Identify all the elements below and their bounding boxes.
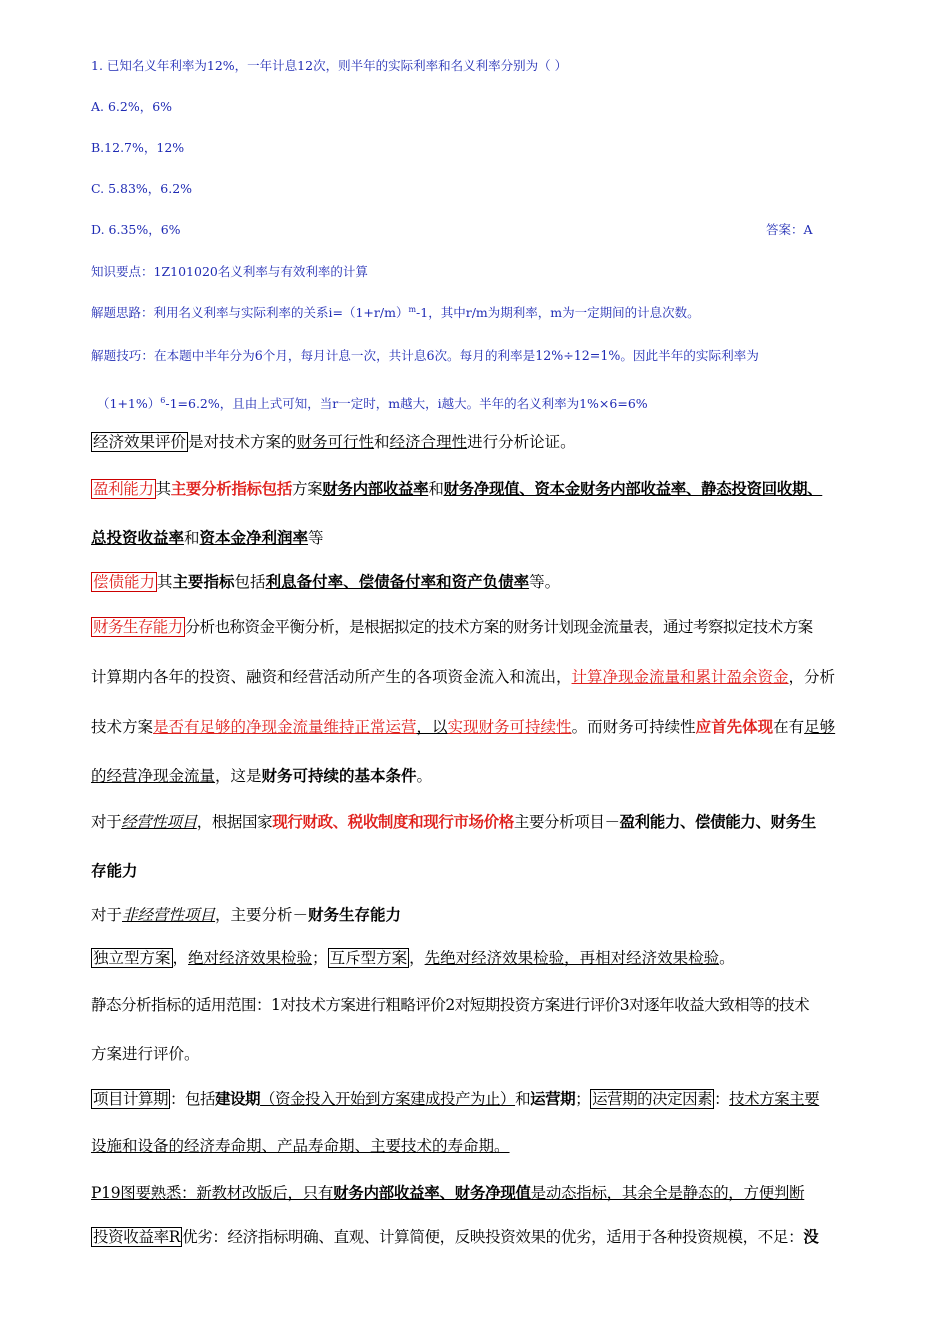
quiz-option-c: C. 5.83%，6.2% xyxy=(91,181,193,196)
text: 分析也称资金平衡分析，是根据拟定的技术方案的财务计划现金流量表，通过考察拟定技术方案 xyxy=(184,618,813,636)
note-static-scope-line1: 静态分析指标的适用范围：1对技术方案进行粗略评价2对短期投资方案进行评价3对逐年收益大致相等的技术 xyxy=(91,996,810,1014)
approach-text-a: 解题思路：利用名义利率与实际利率的关系i=（1+r/m） xyxy=(91,305,409,320)
text: ，这是 xyxy=(215,767,262,785)
text: 包括 xyxy=(234,573,266,591)
note-p19 xyxy=(91,1185,906,1202)
underlined-text: 财务内部收益率 xyxy=(322,479,429,498)
note-survival-line1 xyxy=(91,620,906,636)
underlined-text: 足够 xyxy=(804,718,836,736)
quiz-knowledge: 知识要点：1Z101020名义利率与有效利率的计算 xyxy=(91,264,368,279)
bold-text: 建设期 xyxy=(215,1089,261,1108)
underlined-text: 财务净现值、资本金财务内部收益率、静态投资回收期、 xyxy=(443,479,823,498)
note-calculation-period xyxy=(91,1091,906,1108)
text: ： xyxy=(714,1090,730,1108)
text: 对于 xyxy=(91,906,123,924)
note-calculation-period-line2: 设施和设备的经济寿命期、产品寿命期、主要技术的寿命期。 xyxy=(91,1137,510,1155)
underlined-text: 资本金净利润率 xyxy=(199,528,309,547)
text: 在有 xyxy=(773,718,805,736)
bold-text: 运营期 xyxy=(530,1089,576,1108)
term-box: 投资收益率R xyxy=(93,1228,181,1246)
text: 计算期内各年的投资、融资和经营活动所产生的各项资金流入和流出， xyxy=(91,668,572,686)
underlined-text: 是动态指标，其余全是静态的，方便判断 xyxy=(530,1184,805,1202)
note-operating-project xyxy=(91,814,906,831)
approach-text-b: -1，其中r/m为期利率，m为一定期间的计息次数。 xyxy=(416,305,700,320)
approach-sup: m xyxy=(408,305,417,314)
quiz-answer: 答案：A xyxy=(766,222,813,237)
quiz-question: 1. 已知名义年利率为12%，一年计息12次，则半年的实际利率和名义利率分别为（ ） xyxy=(91,58,568,73)
text: 其 xyxy=(155,480,171,498)
underlined-text: P19图要熟悉：新教材改版后，只有 xyxy=(91,1184,334,1202)
underlined-text: 绝对经济效果检验 xyxy=(188,949,313,967)
highlight-text: 计算净现金流量和累计盈余资金 xyxy=(571,668,789,686)
bold-text: 主要指标 xyxy=(172,572,235,591)
text: 技术方案 xyxy=(91,718,154,736)
text: 方案 xyxy=(291,480,323,498)
underlined-text: ，以 xyxy=(416,718,448,736)
text: 等。 xyxy=(529,573,561,591)
underlined-text: 经济合理性 xyxy=(389,433,468,451)
quiz-approach xyxy=(91,303,700,321)
underlined-text: 财务可行性 xyxy=(296,433,375,451)
text: 其 xyxy=(157,573,173,591)
text: 主要分析项目－ xyxy=(513,813,620,831)
term-box: 经济效果评价 xyxy=(93,433,187,451)
note-scheme-types xyxy=(91,951,906,967)
quiz-option-a: A. 6.2%，6% xyxy=(91,99,173,114)
note-economic-evaluation xyxy=(91,435,906,451)
term-box: 偿债能力 xyxy=(93,573,156,591)
term-box: 项目计算期 xyxy=(93,1090,169,1108)
bold-text: 盈利能力、偿债能力、财务生 xyxy=(619,812,816,831)
underlined-text: （资金投入开始到方案建成投产为止） xyxy=(260,1090,516,1108)
note-non-operating-project xyxy=(91,907,906,924)
text: ，主要分析－ xyxy=(215,906,309,924)
highlight-text: 主要分析指标包括 xyxy=(170,479,292,498)
italic-text: 经营性项目 xyxy=(121,813,197,831)
text: ， xyxy=(409,949,425,967)
note-profitability xyxy=(91,481,906,498)
text: ； xyxy=(312,949,328,967)
term-box: 盈利能力 xyxy=(93,480,154,498)
bold-text: 财务可持续的基本条件 xyxy=(261,766,417,785)
text: 进行分析论证。 xyxy=(467,433,576,451)
bold-text: 财务生存能力 xyxy=(308,905,402,924)
highlight-text: 应首先体现 xyxy=(695,717,774,736)
text: 和 xyxy=(184,529,200,547)
text: ； xyxy=(575,1090,591,1108)
note-static-scope-line2: 方案进行评价。 xyxy=(91,1045,200,1063)
note-survival-line4 xyxy=(91,768,906,785)
text: 。 xyxy=(719,949,735,967)
text: 等 xyxy=(308,529,324,547)
term-box: 互斥型方案 xyxy=(329,949,408,967)
quiz-option-b: B.12.7%，12% xyxy=(91,140,185,155)
highlight-text: 实现财务可持续性 xyxy=(447,718,572,736)
technique-text-a: （1+1%） xyxy=(97,396,161,411)
text: 。 xyxy=(416,767,433,785)
underlined-text: 财务内部收益率、财务净现值 xyxy=(333,1183,531,1202)
text: ：包括 xyxy=(170,1090,216,1108)
note-operating-project-line2: 存能力 xyxy=(91,861,138,880)
text: ，分析 xyxy=(788,668,836,686)
text: ，根据国家 xyxy=(196,813,273,831)
technique-sup: 6 xyxy=(160,396,166,405)
bold-text: 没 xyxy=(803,1227,819,1246)
note-profitability-line2 xyxy=(91,530,906,547)
text: 和 xyxy=(428,480,444,498)
quiz-technique-line1: 解题技巧：在本题中半年分为6个月，每月计息一次，共计息6次。每月的利率是12%÷12=1%。因此半年的实际利率为 xyxy=(91,348,759,363)
term-box: 财务生存能力 xyxy=(93,618,183,636)
highlight-text: 是否有足够的净现金流量维持正常运营 xyxy=(153,718,417,736)
text: 对于 xyxy=(91,813,122,831)
italic-text: 非经营性项目 xyxy=(122,906,216,924)
note-solvency xyxy=(91,574,906,591)
text: 和 xyxy=(374,433,390,451)
text: 优劣：经济指标明确、直观、计算简便，反映投资效果的优劣，适用于各种投资规模，不足： xyxy=(182,1228,804,1246)
text: 和 xyxy=(515,1090,531,1108)
highlight-text: 现行财政、税收制度和现行市场价格 xyxy=(272,812,514,831)
text: 。而财务可持续性 xyxy=(571,718,696,736)
note-survival-line2 xyxy=(91,670,906,686)
quiz-technique-line2 xyxy=(97,394,648,412)
underlined-text: 总投资收益率 xyxy=(91,528,185,547)
quiz-option-d: D. 6.35%，6% xyxy=(91,222,181,237)
underlined-text: 利息备付率、偿债备付率和资产负债率 xyxy=(265,572,530,591)
text: 是对技术方案的 xyxy=(188,433,297,451)
term-box: 独立型方案 xyxy=(93,949,171,967)
underlined-text: 技术方案主要 xyxy=(729,1090,820,1108)
underlined-text: 先绝对经济效果检验，再相对经济效果检验 xyxy=(424,949,720,967)
note-roi xyxy=(91,1229,906,1246)
underlined-text: 的经营净现金流量 xyxy=(91,767,216,785)
technique-text-b: -1=6.2%，且由上式可知，当r一定时，m越大，i越大。半年的名义利率为1%×6=6% xyxy=(165,396,648,411)
term-box: 运营期的决定因素 xyxy=(592,1090,713,1108)
note-survival-line3 xyxy=(91,719,906,736)
text: ， xyxy=(172,949,189,967)
